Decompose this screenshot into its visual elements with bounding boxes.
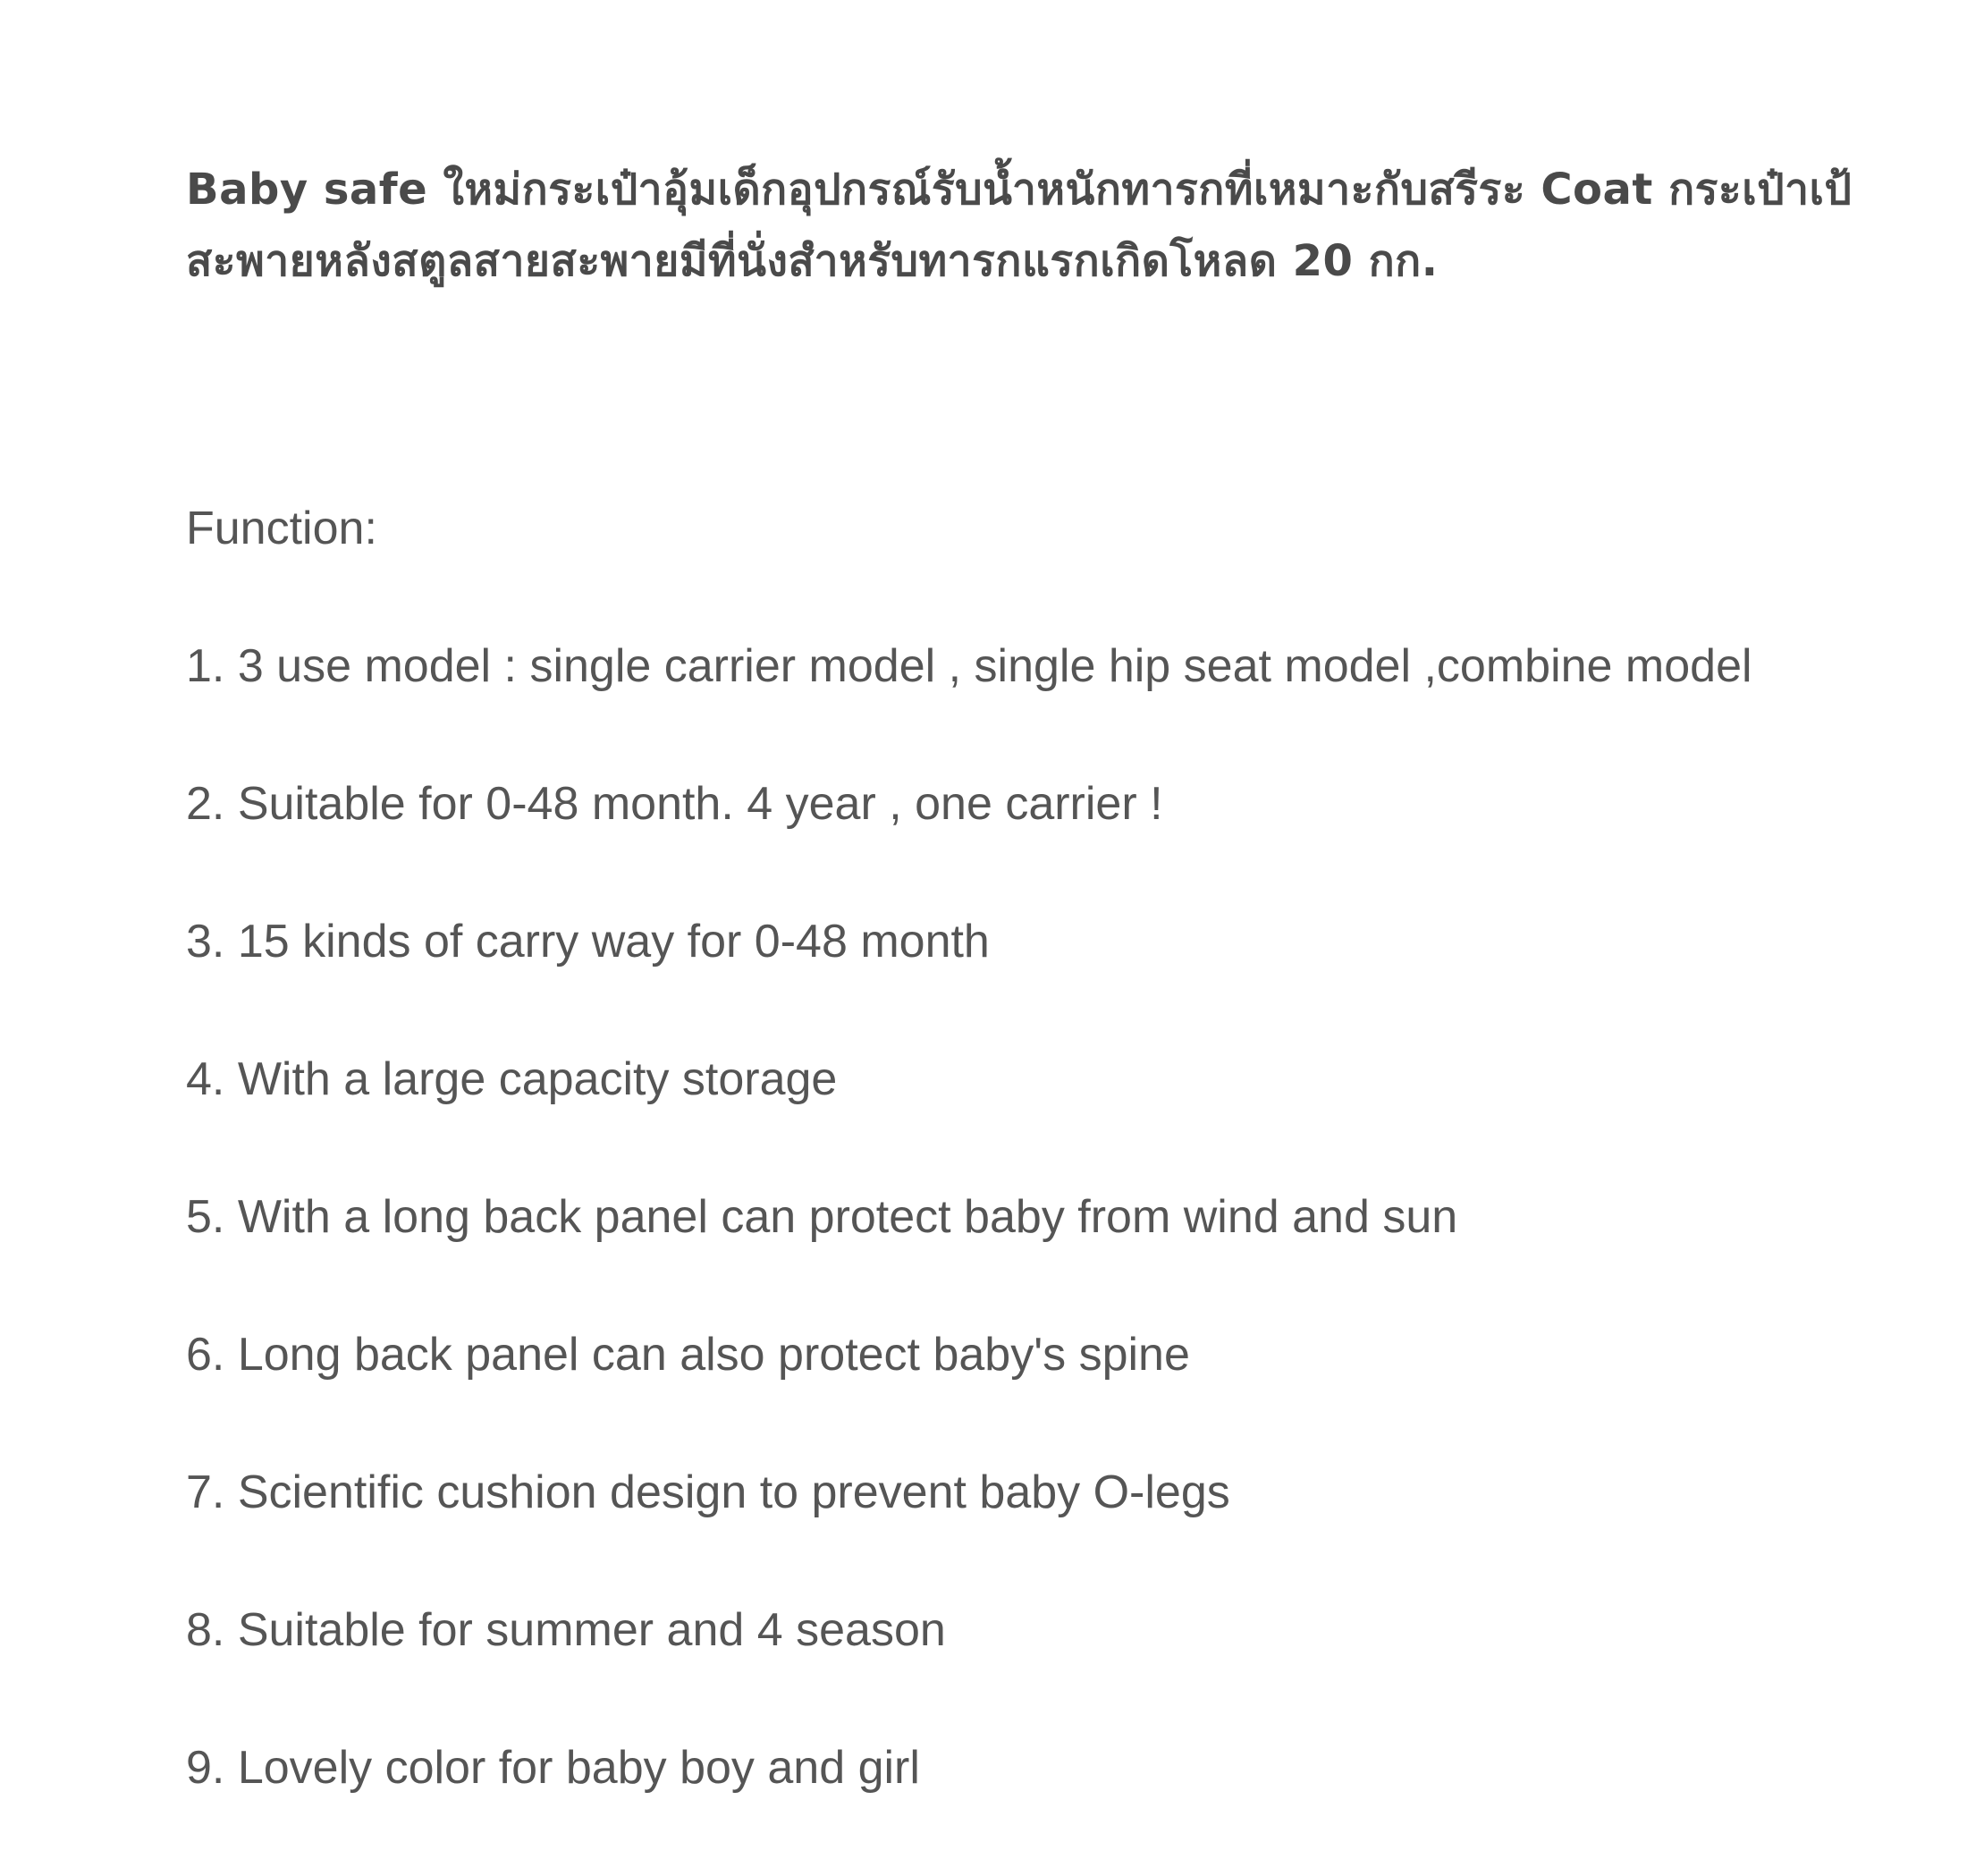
feature-list (186, 637, 1885, 1876)
feature-item-7: 7. Scientific cushion design to prevent baby O-legs (186, 1466, 1230, 1518)
feature-item-3: 3. 15 kinds of carry way for 0-48 month (186, 916, 990, 968)
feature-item-6: 6. Long back panel can also protect baby's spine (186, 1329, 1190, 1381)
function-heading: Function: (186, 503, 377, 554)
feature-item-4: 4. With a large capacity storage (186, 1053, 838, 1105)
product-title: Baby safe ใหม่กระเป๋าอุ้มเด็กอุปกรณ์รับน้ำหนักทารกที่เหมาะกับสรีระ Coat กระเป๋าเป้สะพายหลังสตูลสายสะพายมีที่นั่งสำหรับทารกแรกเกิดโหลด 20 กก. (186, 165, 1853, 286)
feature-item-1: 1. 3 use model : single carrier model , single hip seat model ,combine model (186, 640, 1752, 692)
feature-item-8: 8. Suitable for summer and 4 season (186, 1604, 946, 1656)
feature-item-5: 5. With a long back panel can protect baby from wind and sun (186, 1191, 1458, 1243)
feature-item-2: 2. Suitable for 0-48 month. 4 year , one carrier ! (186, 778, 1163, 830)
feature-item-9: 9. Lovely color for baby boy and girl (186, 1742, 920, 1794)
